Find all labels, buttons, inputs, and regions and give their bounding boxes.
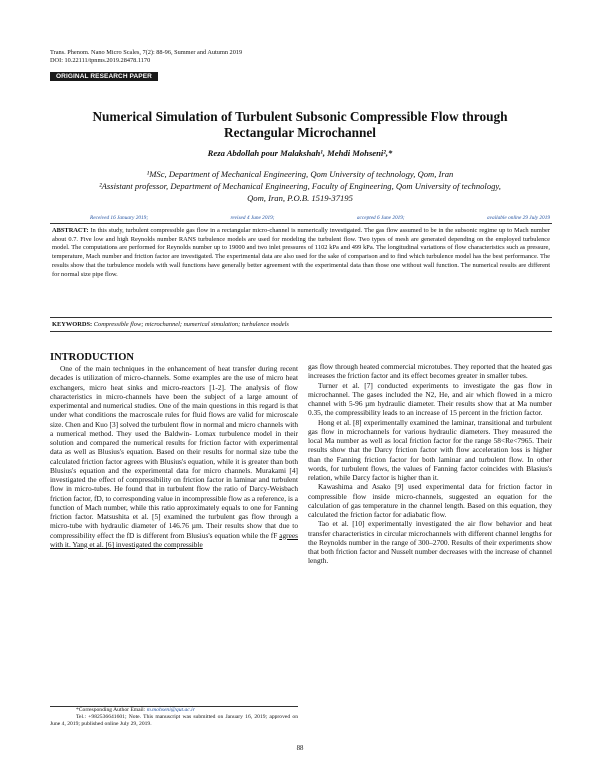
intro-paragraph-continued: gas flow through heated commercial microtubes. They reported that the heated gas increases the friction factor and its effect becomes greater in smaller tubes. — [308, 362, 552, 381]
section-heading-introduction: INTRODUCTION — [50, 352, 135, 363]
date-received: Received 16 January 2019; — [90, 215, 149, 221]
authors: Reza Abdollah pour Malakshah¹, Mehdi Mohseni²,* — [207, 148, 393, 158]
body-column-left — [50, 364, 298, 549]
intro-paragraph-kawashima: Kawashima and Asako [9] used experimental data for friction factor in compressible flow inside micro-channels, suggested an equation for the calculation of gas temperature in the channel length. Based on this equation, they calculated the friction factor for adiabatic flow. — [308, 482, 552, 519]
journal-header — [50, 49, 242, 65]
title-line-2: Rectangular Microchannel — [223, 125, 377, 140]
corresponding-email-link[interactable]: m.mohseni@qut.ac.ir — [146, 707, 195, 713]
paper-title — [60, 109, 540, 141]
date-revised: revised 4 June 2019; — [230, 215, 275, 221]
affiliation-1: ¹MSc, Department of Mechanical Engineering, Qom University of technology, Qom, Iran — [146, 169, 454, 179]
keywords-label: KEYWORDS: — [52, 321, 93, 328]
intro-paragraph-1: One of the main techniques in the enhancement of heat transfer during recent decades is utilization of micro-channels. Some examples are the use of micro heat exchangers, micro heat sinks and micro-reactors [1-2]. The analysis of flow characteristics in micro-channels have been the subject of a large amount of experimental and numerical studies. One of the main questions in this regard is that under what conditions the macroscale rules for fluid flows are valid for microscale size. Chen and Kuo [3] solved the turbulent flow in normal and micro channels with a numerical method. They used the Baldwin- Lomax turbulence model in their solution and compared the numerical results for friction factor with experimental data as well as Blusius's equation. Based on their results for normal size tube the calculated friction factor agrees with Blusius's equation, while it is greater than both Blusius's equation and the experimental data for micro channels. Murakami [4] investigated the effect of compressibility on friction factor in laminar and turbulent flow in micro-tubes. He found that in turbulent flow the ratio of Darcy-Weisbach friction factor, fD, to corresponding value in incompressible flow as a reference, is a function of Mach number, while this ratio approximately equals to one for Fanning friction factor. Matsushita et al. [5] examined the turbulent gas flow through a micro-tube with hydraulic diameter of 146.76 µm. Their results show that due to compressibility effect the fD is different from Blusius's equation while the fF agrees with it. Yang et al. [6] investigated the compressible — [50, 364, 298, 549]
keywords-top-rule — [50, 317, 552, 318]
abstract-label: ABSTRACT: — [52, 227, 89, 234]
affiliation-2: ²Assistant professor, Department of Mechanical Engineering, Faculty of Engineering, Qom University of technology, — [99, 181, 501, 191]
page-number: 88 — [296, 745, 304, 752]
title-line-1: Numerical Simulation of Turbulent Subsonic Compressible Flow through — [92, 109, 508, 124]
footnote — [50, 707, 298, 729]
intro-line-underlined: agrees with it. Yang et al. [6] investigated the compressible — [50, 530, 298, 549]
intro-paragraph-turner: Turner et al. [7] conducted experiments to investigate the gas flow in microchannel. The gases included the N2, He, and air which flowed in a micro channel with 5-96 µm hydraulic diameter. Their results show that at Ma number 0.35, the compressibility leads to an increase of 15 percent in the friction factor. — [308, 380, 552, 418]
keywords — [52, 321, 289, 328]
paper-type-badge: ORIGINAL RESEARCH PAPER — [50, 72, 158, 81]
article-dates — [90, 215, 550, 221]
affiliations — [55, 168, 545, 204]
footnote-submission: Tel.: +982536641601; Note. This manuscript was submitted on January 16, 2019; approved on June 4, 2019; published online July 29, 2019. — [50, 714, 298, 728]
keywords-bottom-rule — [50, 331, 552, 332]
footnote-email-label: *Corresponding Author Email: — [76, 707, 146, 713]
date-accepted: accepted 6 June 2019; — [356, 215, 405, 221]
abstract — [52, 227, 550, 279]
intro-paragraph-hong: Hong et al. [8] experimentally examined the laminar, transitional and turbulent gas flow in microchannels for various hydraulic diameters. They measured the local Ma number as well as local friction factor for the range 58<Re<7965. Their results show that the Darcy friction factor with flow acceleration loss is higher than the Fanning friction factor for both laminar and turbulent flow. In other words, for turbulent flows, the values of Fanning factor coincides with Blasius's relation, while Darcy factor is higher than it. — [308, 417, 552, 482]
affiliation-2-cont: Qom, Iran, P.O.B. 1519-37195 — [247, 193, 353, 203]
abstract-top-rule — [50, 223, 552, 224]
intro-paragraph-tao: Tao et al. [10] experimentally investigated the air flow behavior and heat transfer characteristics in circular microchannels with different channel lengths for the Reynolds number in the range of 300–2700. Results of their experiments show that both friction factor and Nusselt number decreases with the increase of channel length. — [308, 519, 552, 566]
body-column-right — [308, 362, 552, 566]
abstract-text: In this study, turbulent compressible gas flow in a rectangular micro-channel is numerically investigated. The gas flow assumed to be in the subsonic regime up to Mach number about 0.7. Five low and high Reynolds number RANS turbulence models are used for modeling the turbulent flow. Two types of mesh are generated depending on the employed turbulence model. The computations are performed for Reynolds number up to 19000 and two inlet pressures of 1102 kPa and 499 kPa. The longitudinal variations of flow characteristics such as pressure, temperature, Mach number and friction factor are investigated. The experimental data are also used for the sake of comparison and to find which turbulence model has the best performance. The results show that the turbulence models with wall functions have generally better agreement with the experimental data than those one without wall function. The numerical results are different for normal size pipe flow. — [52, 227, 550, 278]
journal-citation: Trans. Phenom. Nano Micro Scales, 7(2): 88-96, Summer and Autumn 2019 — [50, 49, 243, 56]
date-online: available online 29 July 2019 — [487, 215, 550, 221]
doi: DOI: 10.22111/tpnms.2019.28478.1170 — [50, 57, 151, 64]
keywords-text: Compressible flow; microchannel; numerical simulation; turbulence models — [93, 321, 289, 328]
